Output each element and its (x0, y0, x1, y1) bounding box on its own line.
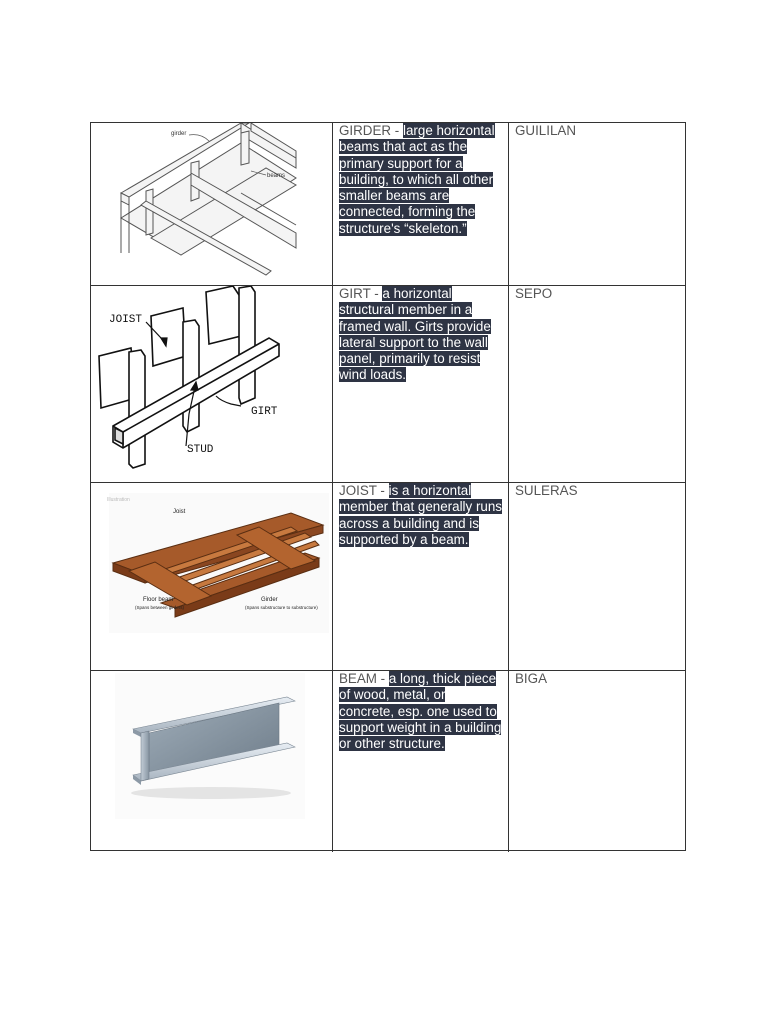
girder-label: girder (171, 131, 187, 137)
floor-beam-caption: Floor beam (143, 597, 174, 603)
joist-label: JOIST (109, 314, 143, 326)
girt-label: GIRT (251, 406, 278, 418)
girder-definition (339, 123, 504, 237)
term-label: GIRDER - (339, 123, 403, 138)
floor-beam-note: (Spans between girders) (135, 605, 185, 610)
svg-text:Illustration: Illustration (107, 497, 130, 503)
girder-caption: Girder (261, 597, 278, 603)
translation-text: GUILILAN (515, 123, 577, 138)
beam-illustration-cell (91, 671, 333, 852)
translation-cell (509, 483, 685, 670)
definition-highlight: a horizontal structural member in a framed wall (339, 286, 473, 334)
joist-definition (339, 483, 504, 548)
joist-caption: Joist (173, 509, 186, 515)
translation-text: SULERAS (515, 483, 578, 498)
joist-illustration-cell (91, 483, 333, 670)
girder-note: (Spans substructure to substructure) (245, 605, 318, 610)
table-row (91, 483, 685, 671)
beams-label: beams (267, 173, 286, 179)
table-row (91, 286, 685, 483)
beam-definition (339, 671, 504, 752)
definition-rest: one used to support weight in a building or other structure. (339, 703, 502, 752)
joist-illustration (91, 483, 331, 670)
definition-cell (333, 671, 509, 852)
definition-rest: . Girts provide lateral support to the wall panel, primarily to resist wind loads. (339, 318, 491, 383)
term-label: BEAM - (339, 671, 389, 686)
stud-label: STUD (187, 444, 214, 456)
definition-cell (333, 483, 509, 670)
girder-illustration-cell (91, 123, 333, 285)
definition-highlight: a long, thick piece of wood, metal, or concrete, esp. (339, 671, 497, 719)
definition-cell (333, 123, 509, 285)
translation-text: BIGA (515, 671, 547, 686)
girt-illustration-cell (91, 286, 333, 482)
definition-text: is a horizontal member that generally runs across a building and is supported by a beam. (339, 483, 502, 547)
translation-text: SEPO (515, 286, 553, 301)
girt-definition (339, 286, 504, 384)
definition-cell (333, 286, 509, 482)
girder-illustration (91, 123, 331, 285)
definition-text: large horizontal beams that act as the primary support for a building, to which all other smaller beams are connected, forming the structure's “skeleton.” (339, 123, 495, 236)
i-beam-illustration (91, 671, 331, 851)
term-label: JOIST - (339, 483, 389, 498)
term-label: GIRT - (339, 286, 383, 301)
translation-cell (509, 671, 685, 852)
table-row (91, 123, 685, 286)
table-row (91, 671, 685, 852)
translation-cell (509, 123, 685, 285)
vocabulary-table (90, 122, 686, 851)
translation-cell (509, 286, 685, 482)
girt-illustration (91, 286, 331, 482)
